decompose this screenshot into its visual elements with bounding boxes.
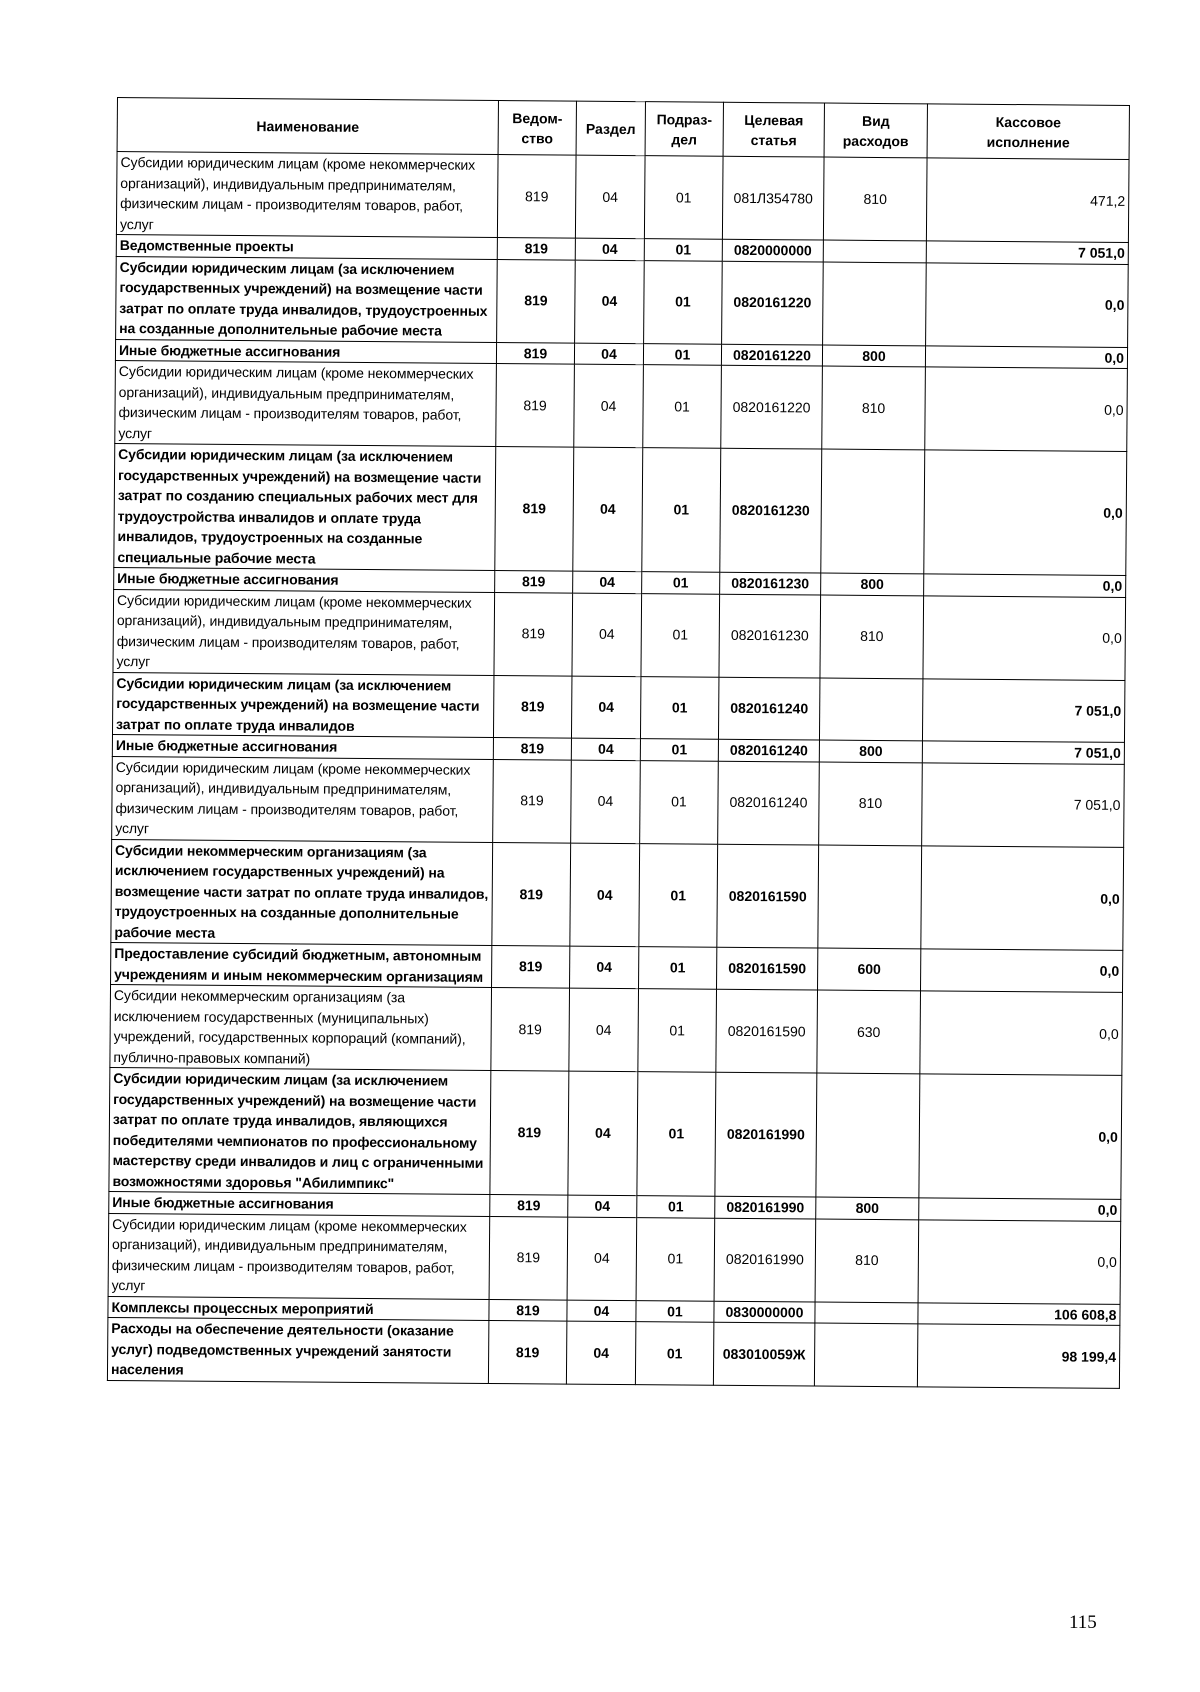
- cell-name: Субсидии юридическим лицам (кроме некоммерческих организаций), индивидуальным предпринимателям, физическим лицам - производителям товаров, работ, услуг: [113, 589, 495, 675]
- table-row: [116, 152, 1129, 243]
- cell-target: 0820000000: [722, 239, 823, 261]
- cell-name: Субсидии юридическим лицам (кроме некоммерческих организаций), индивидуальным предпринимателям, физическим лицам - производителям товаров, работ, услуг: [108, 1213, 490, 1299]
- cell-name: Субсидии юридическим лицам (за исключением государственных учреждений) на возмещение части затрат по оплате труда инвалидов: [112, 672, 493, 737]
- cell-target: 0820161220: [721, 365, 823, 449]
- cell-expense-type: [819, 678, 922, 741]
- cell-expense-type: 810: [815, 1219, 919, 1303]
- cell-target: 0820161230: [720, 572, 821, 594]
- cell-dept: 819: [488, 1320, 566, 1383]
- cell-dept: 819: [495, 570, 573, 592]
- cell-execution: 0,0: [918, 1219, 1121, 1304]
- cell-dept: 819: [490, 1070, 569, 1195]
- cell-name: Комплексы процессных мероприятий: [108, 1296, 489, 1320]
- budget-execution-table: [107, 97, 1130, 1388]
- cell-target: 083010059Ж: [713, 1322, 814, 1385]
- cell-name: Субсидии юридическим лицам (кроме некоммерческих организаций), индивидуальным предпринимателям, физическим лицам - производителям товаров, работ, услуг: [115, 360, 497, 446]
- table-header-row: [117, 98, 1129, 160]
- cell-target: 0820161240: [718, 739, 819, 761]
- cell-execution: 7 051,0: [922, 741, 1124, 764]
- cell-execution: 0,0: [926, 262, 1129, 347]
- cell-target: 0820161990: [715, 1196, 816, 1218]
- cell-subsection: 01: [643, 365, 722, 449]
- cell-dept: 819: [497, 259, 576, 343]
- cell-execution: 471,2: [926, 158, 1129, 243]
- table-row: [109, 1067, 1122, 1199]
- cell-dept: 819: [493, 737, 571, 759]
- cell-expense-type: [816, 1073, 920, 1198]
- cell-subsection: 01: [638, 989, 717, 1073]
- header-dept: Ведом- ство: [498, 100, 576, 155]
- cell-subsection: 01: [637, 1072, 716, 1197]
- cell-name: Ведомственные проекты: [116, 234, 497, 258]
- cell-subsection: 01: [642, 572, 720, 594]
- cell-execution: 98 199,4: [917, 1324, 1119, 1388]
- cell-name: Иные бюджетные ассигнования: [115, 339, 496, 363]
- cell-name: Субсидии юридическим лицам (за исключением государственных учреждений) на возмещение части затрат по созданию специальных рабочих мест для трудоустройства инвалидов и оплате труда инвалидов, трудоустроенных на созданные специальные рабочие места: [114, 443, 496, 570]
- header-expense-type: Вид расходов: [824, 103, 927, 158]
- cell-subsection: 01: [643, 343, 721, 365]
- cell-section: 04: [570, 946, 639, 989]
- cell-dept: 819: [497, 154, 576, 238]
- cell-subsection: 01: [641, 593, 720, 677]
- cell-expense-type: 800: [821, 573, 924, 595]
- cell-execution: 0,0: [925, 367, 1128, 452]
- cell-dept: 819: [495, 446, 574, 571]
- cell-expense-type: [815, 1302, 918, 1324]
- cell-subsection: 01: [639, 843, 718, 947]
- cell-target: 0820161230: [719, 594, 821, 678]
- cell-subsection: 01: [644, 239, 722, 261]
- cell-name: Субсидии юридическим лицам (кроме некоммерческих организаций), индивидуальным предпринимателям, физическим лицам - производителям товаров, работ, услуг: [112, 756, 494, 842]
- cell-target: 0830000000: [714, 1301, 815, 1323]
- cell-dept: 819: [489, 1299, 567, 1321]
- cell-dept: 819: [496, 363, 575, 447]
- table-row: [108, 1213, 1121, 1304]
- cell-name: Иные бюджетные ассигнования: [109, 1191, 490, 1215]
- cell-dept: 819: [496, 342, 574, 364]
- cell-dept: 819: [490, 1194, 568, 1216]
- cell-section: 04: [575, 238, 644, 260]
- cell-dept: 819: [492, 842, 571, 946]
- cell-subsection: 01: [635, 1322, 713, 1385]
- cell-section: 04: [574, 364, 644, 448]
- cell-expense-type: 810: [823, 157, 927, 241]
- cell-expense-type: [814, 1323, 917, 1386]
- cell-section: 04: [570, 843, 640, 947]
- table-body: [107, 152, 1129, 1388]
- cell-section: 04: [568, 1195, 637, 1217]
- header-name: Наименование: [117, 98, 498, 155]
- cell-target: 0820161230: [720, 448, 822, 573]
- table-row: [112, 756, 1125, 847]
- cell-execution: 106 608,8: [918, 1302, 1120, 1325]
- header-execution: Кассовое исполнение: [927, 104, 1129, 160]
- cell-subsection: 01: [640, 739, 718, 761]
- cell-execution: 7 051,0: [926, 241, 1128, 264]
- cell-execution: 0,0: [923, 595, 1126, 680]
- table-row: [111, 839, 1124, 950]
- cell-target: 0820161990: [715, 1072, 817, 1197]
- header-subsection: Подраз- дел: [645, 102, 723, 157]
- cell-name: Предоставление субсидий бюджетным, автономным учреждениям и иным некоммерческим организациям: [111, 942, 492, 987]
- cell-expense-type: [821, 449, 925, 574]
- cell-section: 04: [572, 593, 642, 677]
- cell-expense-type: 630: [817, 990, 921, 1074]
- cell-expense-type: 800: [819, 740, 922, 762]
- cell-target: 0820161220: [721, 344, 822, 366]
- cell-execution: 0,0: [924, 574, 1126, 597]
- header-target: Целевая статья: [723, 102, 824, 157]
- cell-dept: 819: [497, 237, 575, 259]
- cell-subsection: 01: [636, 1217, 715, 1301]
- cell-name: Иные бюджетные ассигнования: [114, 567, 495, 591]
- cell-section: 04: [571, 676, 640, 739]
- cell-execution: 0,0: [921, 845, 1124, 950]
- cell-target: 0820161220: [722, 261, 824, 345]
- cell-expense-type: 800: [822, 345, 925, 367]
- cell-section: 04: [567, 1300, 636, 1322]
- cell-dept: 819: [492, 945, 570, 988]
- cell-section: 04: [567, 1217, 637, 1301]
- page-number: 115: [1069, 1612, 1097, 1633]
- cell-name: Субсидии некоммерческим организациям (за исключением государственных учреждений) на возмещение части затрат по оплате труда инвалидов, трудоустроенных на созданные дополнительные рабочие места: [111, 839, 493, 945]
- cell-subsection: 01: [639, 947, 717, 990]
- cell-subsection: 01: [644, 260, 723, 344]
- cell-name: Иные бюджетные ассигнования: [112, 734, 493, 758]
- table-row: [114, 443, 1127, 575]
- cell-section: 04: [568, 1071, 638, 1196]
- cell-section: 04: [575, 260, 645, 344]
- header-section: Раздел: [576, 101, 645, 156]
- cell-section: 04: [569, 988, 639, 1072]
- cell-execution: 7 051,0: [922, 762, 1125, 847]
- cell-target: 0820161590: [716, 989, 818, 1073]
- cell-expense-type: 600: [818, 948, 921, 991]
- cell-subsection: 01: [636, 1300, 714, 1322]
- cell-target: 0820161990: [714, 1218, 816, 1302]
- cell-name: Субсидии юридическим лицам (за исключением государственных учреждений) на возмещение части затрат по оплате труда инвалидов, трудоустроенных на созданные дополнительные рабочие места: [116, 256, 498, 342]
- cell-target: 0820161590: [717, 844, 819, 948]
- cell-section: 04: [573, 571, 642, 593]
- cell-expense-type: [818, 845, 922, 949]
- cell-dept: 819: [491, 987, 570, 1071]
- cell-execution: 0,0: [919, 1198, 1121, 1221]
- cell-expense-type: 810: [820, 595, 924, 679]
- cell-section: 04: [574, 343, 643, 365]
- cell-subsection: 01: [644, 156, 723, 240]
- cell-target: 0820161590: [717, 947, 818, 990]
- cell-dept: 819: [493, 759, 572, 843]
- table-row: [116, 256, 1129, 347]
- cell-target: 081Л354780: [722, 156, 824, 240]
- cell-target: 0820161240: [718, 761, 820, 845]
- cell-subsection: 01: [640, 760, 719, 844]
- cell-name: Субсидии юридическим лицам (за исключением государственных учреждений) на возмещение части затрат по оплате труда инвалидов, являющихся победителями чемпионатов по профессиональному мастерству среди инвалидов и лиц с ограниченными возможностями здоровья "Абилимпикс": [109, 1067, 491, 1194]
- cell-dept: 819: [493, 675, 571, 738]
- table-row: [111, 942, 1123, 992]
- cell-expense-type: 800: [816, 1197, 919, 1219]
- cell-dept: 819: [489, 1216, 568, 1300]
- table-row: [110, 984, 1123, 1075]
- cell-execution: 0,0: [925, 345, 1127, 368]
- cell-subsection: 01: [642, 448, 721, 573]
- cell-subsection: 01: [637, 1196, 715, 1218]
- cell-expense-type: 810: [822, 366, 926, 450]
- cell-expense-type: [823, 240, 926, 262]
- cell-section: 04: [575, 155, 645, 239]
- cell-name: Расходы на обеспечение деятельности (оказание услуг) подведомственных учреждений занятости населения: [107, 1317, 488, 1382]
- cell-execution: 7 051,0: [922, 678, 1124, 742]
- cell-execution: 0,0: [921, 949, 1123, 993]
- table-row: [107, 1317, 1119, 1387]
- cell-name: Субсидии некоммерческим организациям (за исключением государственных (муниципальных) учреждений, государственных корпораций (компаний), публично-правовых компаний): [110, 984, 492, 1070]
- table-row: [113, 589, 1126, 680]
- cell-section: 04: [571, 760, 641, 844]
- table-row: [115, 360, 1128, 451]
- cell-execution: 0,0: [924, 450, 1127, 576]
- cell-execution: 0,0: [919, 1074, 1122, 1200]
- cell-section: 04: [571, 738, 640, 760]
- cell-execution: 0,0: [920, 991, 1123, 1076]
- table-row: [112, 672, 1124, 742]
- cell-name: Субсидии юридическим лицам (кроме некоммерческих организаций), индивидуальным предпринимателям, физическим лицам - производителям товаров, работ, услуг: [116, 152, 498, 238]
- cell-subsection: 01: [640, 676, 718, 739]
- cell-dept: 819: [494, 592, 573, 676]
- cell-expense-type: 810: [819, 762, 923, 846]
- cell-target: 0820161240: [718, 677, 819, 740]
- cell-section: 04: [566, 1321, 635, 1384]
- cell-section: 04: [573, 447, 643, 572]
- cell-expense-type: [823, 262, 927, 346]
